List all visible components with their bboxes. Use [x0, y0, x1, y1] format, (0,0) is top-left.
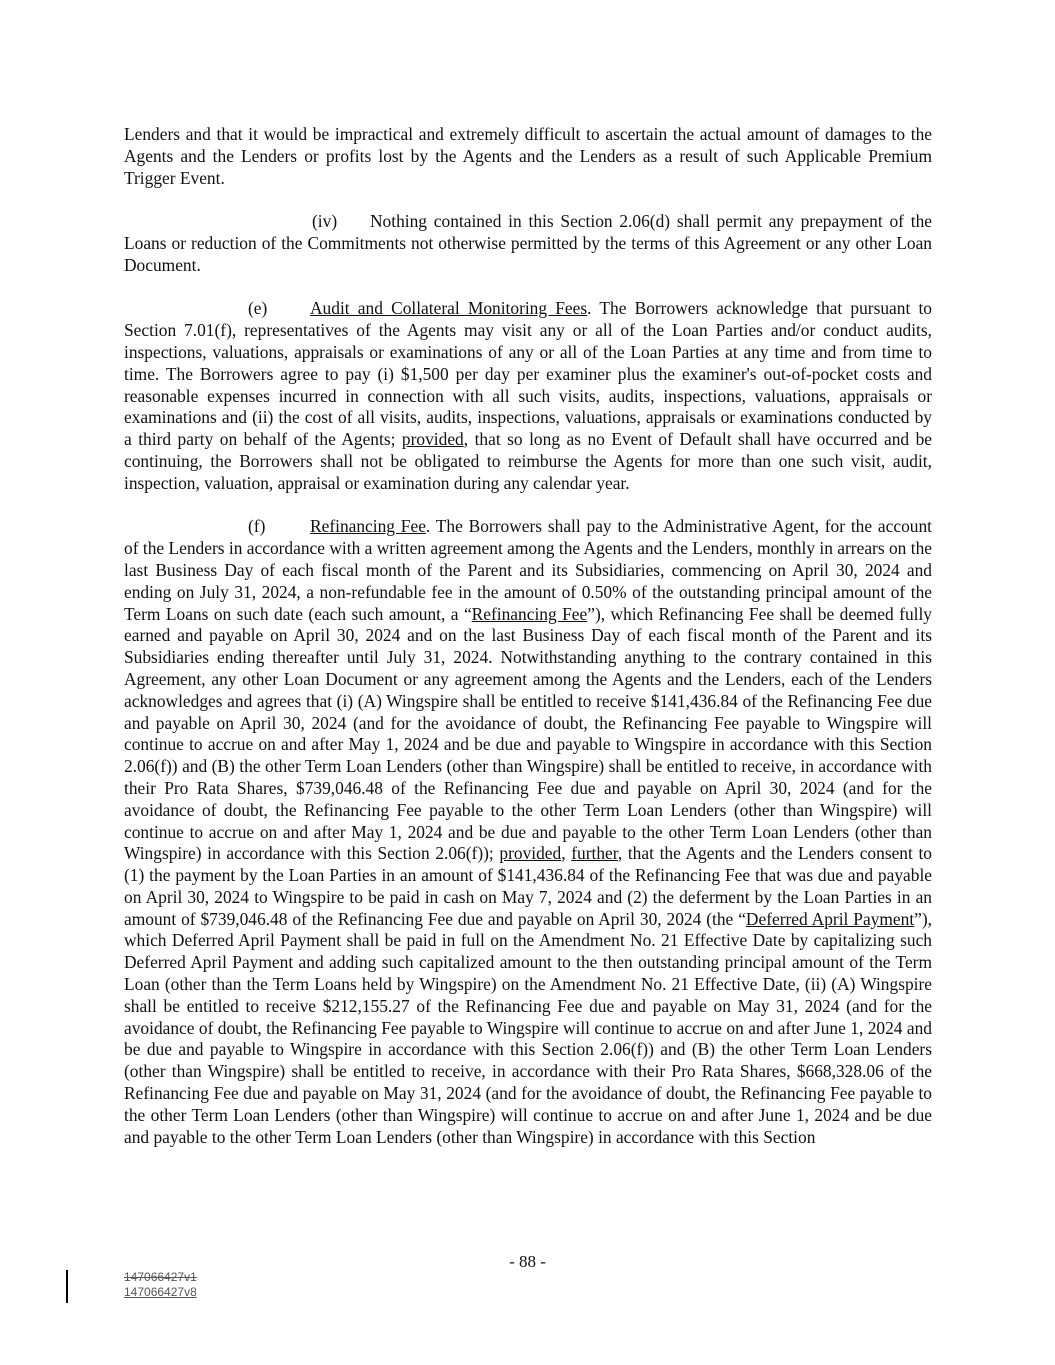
clause-number: (iv)	[312, 211, 338, 232]
clause-text: ”), which Refinancing Fee shall be deemed fully earned and payable on April 30, 2024 and on the last Business Day of each fiscal month of the Parent and its Subsidiaries ending thereafter until July 31, 2024. Notwithstanding anything to the contrary contained in this Agreement, any other Loan Document or any agreement among the Agents and the Lenders, each of the Lenders acknowledges and agrees that (i) (A) Wingspire shall be entitled to receive $141,436.84 of the Refinancing Fee due and payable on April 30, 2024 (and for the avoidance of doubt, the Refinancing Fee payable to Wingspire will continue to accrue on and after May 1, 2024 and be due and payable to Wingspire in accordance with this Section 2.06(f)) and (B) the other Term Loan Lenders (other than Wingspire) shall be entitled to receive, in accordance with their Pro Rata Shares, $739,046.48 of the Refinancing Fee due and payable on April 30, 2024 (and for the avoidance of doubt, the Refinancing Fee payable to the other Term Loan Lenders (other than Wingspire) will continue to accrue on and after May 1, 2024 and be due and payable to the other Term Loan Lenders (other than Wingspire) in accordance with this Section 2.06(f));	[124, 603, 933, 864]
clause-text: Nothing contained in this Section 2.06(d) shall permit any prepayment of the Loans or reduction of the Commitments not otherwise permitted by the terms of this Agreement or any other Loan Document.	[124, 211, 932, 275]
paragraph-iv	[124, 211, 932, 276]
paragraph-continuation: Lenders and that it would be impractical and extremely difficult to ascertain the actual amount of damages to the Agents and the Lenders or profits lost by the Agents and the Lenders as a result of such Applicable Premium Trigger Event.	[124, 124, 932, 188]
defined-term: Refinancing Fee	[471, 603, 588, 624]
clause-number: (f)	[248, 516, 266, 537]
page-number: - 88 -	[509, 1252, 546, 1271]
clause-text: . The Borrowers shall pay to the Administrative Agent, for the account of the Lenders in accordance with a written agreement among the Agents and the Lenders, monthly in arrears on the last Business Day of each fiscal month of the Parent and its Subsidiaries, commencing on April 30, 2024 and ending on July 31, 2024, a non-refundable fee in the amount of 0.50% of the outstanding principal amount of the Term Loans on such date (each such amount, a “	[124, 516, 932, 624]
footer-old-id: 147066427v1	[124, 1270, 197, 1284]
clause-text: , that the Agents and the Lenders consent to (1) the payment by the Loan Parties in an amount of $141,436.84 of the Refinancing Fee that was due and payable on April 30, 2024 to Wingspire to be paid in cash on May 7, 2024 and (2) the deferment by the Loan Parties in an amount of $739,046.48 of the Refinancing Fee due and payable on April 30, 2024 (the “	[124, 843, 933, 929]
footer-doc-ids	[124, 1270, 197, 1300]
clause-text: , that so long as no Event of Default shall have occurred and be continuing, the Borrowers shall not be obligated to reimburse the Agents for more than one such visit, audit, inspection, valuation, appraisal or examination during any calendar year.	[124, 429, 932, 493]
section-heading: Refinancing Fee	[310, 516, 426, 537]
footer-new-id: 147066427v8	[124, 1285, 197, 1299]
section-heading: Audit and Collateral Monitoring Fees	[310, 298, 588, 319]
separator: ,	[561, 843, 572, 864]
change-bar	[66, 1270, 68, 1303]
clause-text: ”), which Deferred April Payment shall be paid in full on the Amendment No. 21 Effective Date by capitalizing such Deferred April Payment and adding such capitalized amount to the then outstanding principal amount of the Term Loan (other than the Term Loans held by Wingspire) on the Amendment No. 21 Effective Date, (ii) (A) Wingspire shall be entitled to receive $212,155.27 of the Refinancing Fee due and payable on May 31, 2024 (and for the avoidance of doubt, the Refinancing Fee payable to Wingspire will continue to accrue on and after June 1, 2024 and be due and payable to Wingspire in accordance with this Section 2.06(f)) and (B) the other Term Loan Lenders (other than Wingspire) shall be entitled to receive, in accordance with their Pro Rata Shares, $668,328.06 of the Refinancing Fee due and payable on May 31, 2024 (and for the avoidance of doubt, the Refinancing Fee payable to the other Term Loan Lenders (other than Wingspire) will continue to accrue on and after June 1, 2024 and be due and payable to the other Term Loan Lenders (other than Wingspire) in accordance with this Section	[124, 908, 933, 1147]
defined-term: Deferred April Payment	[745, 908, 915, 929]
paragraph-f	[124, 516, 932, 1148]
provided-term: provided	[499, 843, 562, 864]
provided-term: provided	[401, 429, 464, 450]
paragraph-e	[124, 298, 932, 494]
clause-number: (e)	[248, 298, 268, 319]
clause-text: . The Borrowers acknowledge that pursuant to Section 7.01(f), representatives of the Agents may visit any or all of the Loan Parties and/or conduct audits, inspections, valuations, appraisals or examinations of any or all of the Loan Parties at any time and from time to time. The Borrowers agree to pay (i) $1,500 per day per examiner plus the examiner's out-of-pocket costs and reasonable expenses incurred in connection with all such visits, audits, inspections, valuations, appraisals or examinations and (ii) the cost of all visits, audits, inspections, valuations, appraisals or examinations conducted by a third party on behalf of the Agents;	[124, 298, 932, 450]
further-term: further	[571, 843, 618, 864]
document-body	[124, 124, 932, 1170]
